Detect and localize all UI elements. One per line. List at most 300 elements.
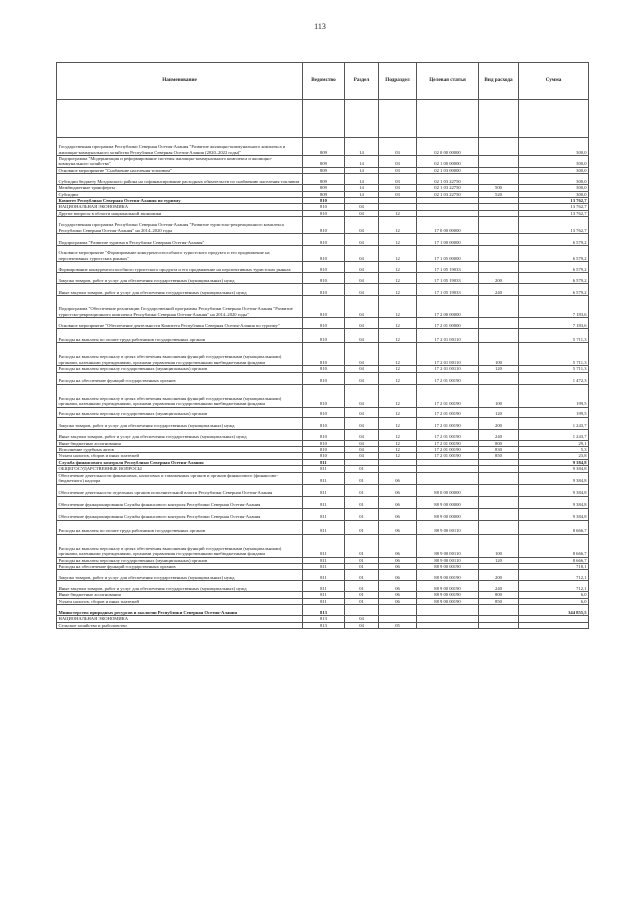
row-target-article-cell: 88 9 00 00190 (417, 581, 479, 592)
row-subsection-cell: 06 (379, 496, 417, 508)
row-amount-cell: 300,0 (519, 191, 589, 197)
row-department-cell: 813 (303, 605, 345, 616)
row-name-cell: Государственная программа Республики Северная Осетия-Алания "Развитие туристско-рекреационного комплекса Республики Северная Осетия-Алания" на 2014–2020 годы (57, 217, 303, 234)
row-section-cell: 04 (345, 622, 379, 628)
row-department-cell: 810 (303, 198, 345, 204)
row-section-cell: 01 (345, 581, 379, 592)
row-name-cell: Расходы на выплаты по оплате труда работников государственных органов (57, 520, 303, 534)
row-amount-cell: 1 472,3 (519, 372, 589, 384)
row-department-cell: 810 (303, 429, 345, 440)
row-expense-type-cell: 100 (479, 534, 519, 557)
row-expense-type-cell: 240 (479, 581, 519, 592)
row-amount-cell: 8 666,7 (519, 534, 589, 557)
row-department-cell: 810 (303, 262, 345, 273)
row-expense-type-cell (479, 217, 519, 234)
table-row (57, 318, 589, 329)
row-department-cell: 813 (303, 616, 345, 622)
table-row (57, 262, 589, 273)
row-section-cell (345, 100, 379, 138)
row-amount-cell: 5 711,3 (519, 366, 589, 372)
row-target-article-cell: 88 9 00 00110 (417, 520, 479, 534)
row-department-cell: 810 (303, 273, 345, 284)
column-header-amount: Сумма (519, 63, 589, 100)
row-name-cell: Расходы на обеспечение функций государственных органов (57, 563, 303, 569)
row-expense-type-cell: 800 (479, 592, 519, 598)
row-name-cell: Формирование конкурентоспособного туристского продукта и его продвижение на перспективных туристских рынках (57, 262, 303, 273)
row-expense-type-cell (479, 472, 519, 484)
row-section-cell: 04 (345, 273, 379, 284)
row-amount-cell: 9 384,8 (519, 466, 589, 472)
row-target-article-cell: 17 2 01 00190 (417, 407, 479, 417)
row-target-article-cell (417, 472, 479, 484)
table-row (57, 296, 589, 318)
row-expense-type-cell (479, 262, 519, 273)
row-amount-cell: 1 243,7 (519, 429, 589, 440)
table-row (57, 100, 589, 138)
table-row (57, 605, 589, 616)
page-number: 113 (314, 22, 326, 31)
row-target-article-cell: 17 2 01 00110 (417, 329, 479, 343)
row-department-cell: 811 (303, 459, 345, 465)
column-header-subsection: Подраздел (379, 63, 417, 100)
row-subsection-cell: 12 (379, 234, 417, 246)
row-department-cell (303, 100, 345, 138)
row-section-cell: 01 (345, 484, 379, 496)
row-section-cell: 04 (345, 296, 379, 318)
row-target-article-cell: 02 0 00 00000 (417, 138, 479, 156)
row-department-cell: 809 (303, 174, 345, 185)
row-subsection-cell: 12 (379, 417, 417, 429)
row-name-cell: Расходы на выплаты персоналу в целях обеспечения выполнения функций государственными (муниципальными) органами, казенными учреждениями, органами управления государственными внебюджетными фондами (57, 534, 303, 557)
row-section-cell: 04 (345, 210, 379, 216)
row-department-cell: 810 (303, 407, 345, 417)
row-target-article-cell: 02 1 03 22750 (417, 174, 479, 185)
table-row (57, 246, 589, 262)
row-department-cell: 811 (303, 592, 345, 598)
row-amount-cell: 712,1 (519, 581, 589, 592)
row-amount-cell: 8 666,7 (519, 557, 589, 563)
row-target-article-cell: 02 1 03 00000 (417, 167, 479, 173)
row-subsection-cell: 12 (379, 273, 417, 284)
row-subsection-cell: 12 (379, 296, 417, 318)
row-department-cell: 810 (303, 453, 345, 459)
row-department-cell: 810 (303, 210, 345, 216)
row-name-cell: Подпрограмма "Модернизация и реформирование системы жилищно-коммунального комплекса и жилищно-коммунального хозяйства" (57, 156, 303, 168)
table-row (57, 343, 589, 366)
row-target-article-cell (417, 605, 479, 616)
row-amount-cell: 6 579,2 (519, 284, 589, 296)
row-name-cell: Исполнение судебных актов (57, 447, 303, 453)
row-amount-cell: 5 711,3 (519, 343, 589, 366)
row-amount-cell: 712,1 (519, 570, 589, 581)
row-department-cell: 810 (303, 217, 345, 234)
row-name-cell: Обеспечение функционирования Службы финансового контроля Республики Северная Осетия-Алания (57, 496, 303, 508)
row-section-cell: 04 (345, 318, 379, 329)
row-section-cell: 04 (345, 234, 379, 246)
row-subsection-cell: 06 (379, 598, 417, 604)
table-body (57, 100, 589, 629)
row-amount-cell: 9 384,8 (519, 508, 589, 520)
row-department-cell: 811 (303, 570, 345, 581)
row-amount-cell: 1 243,7 (519, 417, 589, 429)
row-section-cell: 04 (345, 384, 379, 407)
row-target-article-cell: 17 2 01 00190 (417, 453, 479, 459)
row-name-cell: Расходы на выплаты по оплате труда работников государственных органов (57, 329, 303, 343)
row-section-cell: 04 (345, 440, 379, 446)
row-amount-cell: 8 666,7 (519, 520, 589, 534)
table-row (57, 508, 589, 520)
table-row (57, 372, 589, 384)
row-amount-cell: 199,5 (519, 407, 589, 417)
row-amount-cell: 7 183,6 (519, 318, 589, 329)
row-name-cell: Закупка товаров, работ и услуг для обеспечения государственных (муниципальных) нужд (57, 273, 303, 284)
row-expense-type-cell: 200 (479, 417, 519, 429)
row-target-article-cell (417, 622, 479, 628)
row-expense-type-cell (479, 100, 519, 138)
row-subsection-cell: 06 (379, 592, 417, 598)
row-subsection-cell: 06 (379, 563, 417, 569)
row-expense-type-cell (479, 174, 519, 185)
row-department-cell: 810 (303, 204, 345, 210)
row-subsection-cell: 12 (379, 329, 417, 343)
row-department-cell: 811 (303, 466, 345, 472)
row-target-article-cell: 02 1 00 00000 (417, 156, 479, 168)
row-amount-cell: 300,0 (519, 174, 589, 185)
row-amount-cell: 7 183,6 (519, 296, 589, 318)
row-section-cell: 01 (345, 520, 379, 534)
row-name-cell: Субсидии (57, 191, 303, 197)
row-target-article-cell: 17 2 01 00190 (417, 429, 479, 440)
row-target-article-cell: 17 2 01 00190 (417, 384, 479, 407)
row-department-cell: 811 (303, 496, 345, 508)
row-expense-type-cell: 850 (479, 598, 519, 604)
table-row (57, 138, 589, 156)
row-amount-cell: 300,0 (519, 156, 589, 168)
row-expense-type-cell (479, 329, 519, 343)
table-row (57, 234, 589, 246)
row-amount-cell (519, 100, 589, 138)
row-department-cell: 811 (303, 557, 345, 563)
row-department-cell: 810 (303, 417, 345, 429)
row-expense-type-cell (479, 605, 519, 616)
row-section-cell: 04 (345, 343, 379, 366)
row-section-cell: 04 (345, 616, 379, 622)
row-subsection-cell: 03 (379, 156, 417, 168)
row-department-cell: 809 (303, 167, 345, 173)
table-row (57, 622, 589, 628)
row-expense-type-cell: 830 (479, 447, 519, 453)
table-row (57, 329, 589, 343)
row-target-article-cell: 17 1 00 00000 (417, 234, 479, 246)
row-amount-cell: 9 384,8 (519, 459, 589, 465)
row-department-cell: 811 (303, 534, 345, 557)
row-subsection-cell: 12 (379, 429, 417, 440)
row-department-cell: 810 (303, 284, 345, 296)
row-name-cell: Уплата налогов, сборов и иных платежей (57, 598, 303, 604)
row-target-article-cell: 02 1 03 22750 (417, 185, 479, 191)
column-header-expense-type: Вид расхода (479, 63, 519, 100)
row-section-cell: 04 (345, 329, 379, 343)
row-subsection-cell: 03 (379, 138, 417, 156)
table-row (57, 484, 589, 496)
row-amount-cell: 9 384,8 (519, 472, 589, 484)
row-section-cell: 04 (345, 204, 379, 210)
row-target-article-cell: 88 0 00 00000 (417, 484, 479, 496)
row-target-article-cell: 88 9 00 00110 (417, 557, 479, 563)
row-amount-cell: 6,0 (519, 598, 589, 604)
row-name-cell: Закупка товаров, работ и услуг для обеспечения государственных (муниципальных) нужд (57, 570, 303, 581)
row-section-cell: 01 (345, 508, 379, 520)
table-row (57, 496, 589, 508)
row-department-cell: 810 (303, 366, 345, 372)
row-subsection-cell (379, 100, 417, 138)
row-expense-type-cell: 520 (479, 191, 519, 197)
row-target-article-cell (417, 100, 479, 138)
row-amount-cell: 300,0 (519, 138, 589, 156)
row-expense-type-cell (479, 318, 519, 329)
row-target-article-cell: 88 9 00 00000 (417, 508, 479, 520)
row-subsection-cell: 06 (379, 484, 417, 496)
table-row (57, 472, 589, 484)
row-expense-type-cell (479, 234, 519, 246)
row-name-cell: Иные закупки товаров, работ и услуг для обеспечения государственных (муниципальных) нужд (57, 581, 303, 592)
row-amount-cell: 300,0 (519, 167, 589, 173)
row-subsection-cell: 06 (379, 534, 417, 557)
row-amount-cell: 23,8 (519, 453, 589, 459)
row-subsection-cell: 12 (379, 217, 417, 234)
row-subsection-cell: 12 (379, 318, 417, 329)
column-header-department: Ведомство (303, 63, 345, 100)
row-target-article-cell: 88 9 00 00190 (417, 598, 479, 604)
row-department-cell: 813 (303, 622, 345, 628)
row-department-cell: 809 (303, 185, 345, 191)
row-expense-type-cell: 240 (479, 429, 519, 440)
column-header-target-article: Целевая статья (417, 63, 479, 100)
row-target-article-cell: 17 1 05 19033 (417, 273, 479, 284)
row-name-cell: Обеспечение деятельности отдельных органов исполнительной власти Республики Северная Осетия-Алания (57, 484, 303, 496)
row-section-cell: 14 (345, 174, 379, 185)
row-section-cell: 04 (345, 372, 379, 384)
row-target-article-cell: 02 1 03 22750 (417, 191, 479, 197)
row-expense-type-cell: 200 (479, 570, 519, 581)
row-section-cell: 01 (345, 557, 379, 563)
row-target-article-cell: 17 2 01 00190 (417, 417, 479, 429)
row-subsection-cell: 12 (379, 384, 417, 407)
row-department-cell: 811 (303, 508, 345, 520)
row-section-cell: 01 (345, 592, 379, 598)
row-amount-cell: 13 762,7 (519, 198, 589, 204)
row-expense-type-cell: 200 (479, 273, 519, 284)
row-target-article-cell: 88 9 00 00190 (417, 570, 479, 581)
row-name-cell: Другие вопросы в области национальной экономики (57, 210, 303, 216)
row-name-cell: Расходы на выплаты персоналу государственных (муниципальных) органов (57, 557, 303, 563)
row-amount-cell: 6 579,2 (519, 273, 589, 284)
row-expense-type-cell: 100 (479, 343, 519, 366)
row-amount-cell: 300,0 (519, 185, 589, 191)
row-expense-type-cell: 100 (479, 384, 519, 407)
row-department-cell: 810 (303, 447, 345, 453)
row-subsection-cell: 12 (379, 453, 417, 459)
row-section-cell: 04 (345, 246, 379, 262)
table-row (57, 407, 589, 417)
table-header-row (57, 63, 589, 100)
row-subsection-cell: 06 (379, 520, 417, 534)
row-expense-type-cell: 120 (479, 366, 519, 372)
row-section-cell: 04 (345, 429, 379, 440)
row-name-cell: Министерство природных ресурсов и экологии Республики Северная Осетия-Алания (57, 605, 303, 616)
row-subsection-cell: 03 (379, 191, 417, 197)
row-subsection-cell: 12 (379, 366, 417, 372)
row-amount-cell: 13 762,7 (519, 210, 589, 216)
row-department-cell: 811 (303, 563, 345, 569)
row-name-cell: Государственная программа Республики Северная Осетия-Алания "Развитие жилищно-коммунального комплекса и жилищно-коммунального хозяйства Республики Северная Осетия-Алания (2020–2022 годы)" (57, 138, 303, 156)
row-section-cell: 01 (345, 563, 379, 569)
row-subsection-cell: 03 (379, 185, 417, 191)
row-target-article-cell: 88 9 00 00190 (417, 563, 479, 569)
row-expense-type-cell: 120 (479, 557, 519, 563)
row-expense-type-cell (479, 156, 519, 168)
row-department-cell: 810 (303, 318, 345, 329)
row-name-cell (57, 100, 303, 138)
row-name-cell: Иные закупки товаров, работ и услуг для обеспечения государственных (муниципальных) нужд (57, 284, 303, 296)
row-department-cell: 811 (303, 520, 345, 534)
row-name-cell: Обеспечение функционирования Службы финансового контроля Республики Северная Осетия-Алания (57, 508, 303, 520)
budget-table (56, 62, 589, 629)
row-amount-cell: 718,1 (519, 563, 589, 569)
row-name-cell: Субсидии бюджету Моздокского района на софинансирование расходных обязательств по снабжению населения топливом (57, 174, 303, 185)
row-section-cell: 01 (345, 466, 379, 472)
row-section-cell: 01 (345, 598, 379, 604)
row-expense-type-cell: 500 (479, 185, 519, 191)
row-section-cell: 04 (345, 262, 379, 273)
row-department-cell: 811 (303, 598, 345, 604)
row-name-cell: Сельское хозяйство и рыболовство (57, 622, 303, 628)
row-name-cell: Комитет Республики Северная Осетия-Алания по туризму (57, 198, 303, 204)
row-department-cell: 811 (303, 581, 345, 592)
row-name-cell: Иные бюджетные ассигнования (57, 440, 303, 446)
table-row (57, 217, 589, 234)
row-target-article-cell: 17 2 00 00000 (417, 296, 479, 318)
row-department-cell: 810 (303, 246, 345, 262)
row-expense-type-cell (479, 520, 519, 534)
row-amount-cell: 6,0 (519, 592, 589, 598)
row-name-cell: Расходы на выплаты персоналу в целях обеспечения выполнения функций государственными (муниципальными) органами, казенными учреждениями, органами управления государственными внебюджетными фондами (57, 343, 303, 366)
row-expense-type-cell (479, 246, 519, 262)
row-subsection-cell: 12 (379, 262, 417, 273)
row-subsection-cell: 05 (379, 622, 417, 628)
row-subsection-cell (379, 605, 417, 616)
row-name-cell: ОБЩЕГОСУДАРСТВЕННЫЕ ВОПРОСЫ (57, 466, 303, 472)
row-target-article-cell: 17 2 01 00190 (417, 372, 479, 384)
row-target-article-cell: 17 2 01 00190 (417, 440, 479, 446)
row-amount-cell: 6 579,2 (519, 262, 589, 273)
row-name-cell: Расходы на выплаты персоналу государственных (муниципальных) органов (57, 407, 303, 417)
row-amount-cell: 29,1 (519, 440, 589, 446)
row-amount-cell: 13 762,7 (519, 217, 589, 234)
row-name-cell: Основное мероприятие "Снабжение населения топливом" (57, 167, 303, 173)
row-expense-type-cell (479, 372, 519, 384)
row-section-cell: 14 (345, 185, 379, 191)
row-department-cell: 810 (303, 329, 345, 343)
row-expense-type-cell (479, 508, 519, 520)
row-name-cell: Подпрограмма "Обеспечение реализации Государственной программы Республики Северная Осетия-Алания "Развитие туристско-рекреационного комплекса Республики Северная Осетия-Алания" на 2014–2020 годы" (57, 296, 303, 318)
row-amount-cell: 5,3 (519, 447, 589, 453)
row-section-cell: 14 (345, 138, 379, 156)
row-name-cell: Уплата налогов, сборов и иных платежей (57, 453, 303, 459)
row-department-cell: 809 (303, 138, 345, 156)
row-target-article-cell: 17 2 01 00190 (417, 447, 479, 453)
table-row (57, 284, 589, 296)
row-subsection-cell: 06 (379, 581, 417, 592)
row-subsection-cell: 12 (379, 440, 417, 446)
row-amount-cell: 6 579,2 (519, 234, 589, 246)
row-section-cell: 04 (345, 447, 379, 453)
row-expense-type-cell: 240 (479, 284, 519, 296)
row-target-article-cell: 88 9 00 00000 (417, 496, 479, 508)
row-section-cell: 04 (345, 366, 379, 372)
row-subsection-cell: 12 (379, 246, 417, 262)
row-name-cell: Подпрограмма "Развитие туризма в Республике Северная Осетия-Алания" (57, 234, 303, 246)
row-section-cell: 04 (345, 217, 379, 234)
row-target-article-cell: 17 2 01 00000 (417, 318, 479, 329)
row-amount-cell: 13 762,7 (519, 204, 589, 210)
row-target-article-cell: 17 0 00 00000 (417, 217, 479, 234)
row-target-article-cell: 17 1 05 19033 (417, 262, 479, 273)
row-target-article-cell: 17 2 01 00110 (417, 366, 479, 372)
row-section-cell: 04 (345, 407, 379, 417)
row-name-cell: Расходы на выплаты персоналу в целях обеспечения выполнения функций государственными (муниципальными) органами, казенными учреждениями, органами управления государственными внебюджетными фондами (57, 384, 303, 407)
row-department-cell: 810 (303, 296, 345, 318)
row-section-cell: 04 (345, 417, 379, 429)
row-expense-type-cell (479, 622, 519, 628)
table-row (57, 417, 589, 429)
row-amount-cell: 344 855,5 (519, 605, 589, 616)
row-amount-cell: 199,5 (519, 384, 589, 407)
row-target-article-cell: 17 1 05 19033 (417, 284, 479, 296)
table-row (57, 570, 589, 581)
row-name-cell: Основное мероприятие "Формирование конкурентоспособного туристского продукта и его продвижение на перспективных туристских рынках" (57, 246, 303, 262)
row-amount-cell (519, 622, 589, 628)
row-subsection-cell: 03 (379, 167, 417, 173)
row-subsection-cell: 03 (379, 174, 417, 185)
row-section-cell: 14 (345, 156, 379, 168)
row-target-article-cell: 17 2 01 00110 (417, 343, 479, 366)
row-section-cell: 01 (345, 570, 379, 581)
row-section-cell: 14 (345, 167, 379, 173)
row-name-cell: Расходы на выплаты персоналу государственных (муниципальных) органов (57, 366, 303, 372)
row-section-cell (345, 605, 379, 616)
row-amount-cell: 5 711,3 (519, 329, 589, 343)
row-amount-cell: 6 579,2 (519, 246, 589, 262)
row-section-cell: 01 (345, 534, 379, 557)
row-expense-type-cell (479, 496, 519, 508)
row-section-cell: 01 (345, 496, 379, 508)
row-department-cell: 810 (303, 234, 345, 246)
row-amount-cell: 9 384,8 (519, 484, 589, 496)
row-target-article-cell: 88 9 00 00110 (417, 534, 479, 557)
row-expense-type-cell (479, 484, 519, 496)
row-section-cell: 14 (345, 191, 379, 197)
row-expense-type-cell: 120 (479, 407, 519, 417)
row-name-cell: НАЦИОНАЛЬНАЯ ЭКОНОМИКА (57, 616, 303, 622)
row-department-cell: 809 (303, 191, 345, 197)
row-amount-cell: 9 384,8 (519, 496, 589, 508)
row-name-cell: Иные бюджетные ассигнования (57, 592, 303, 598)
row-subsection-cell: 12 (379, 210, 417, 216)
row-department-cell: 811 (303, 484, 345, 496)
row-department-cell: 810 (303, 440, 345, 446)
row-section-cell: 01 (345, 472, 379, 484)
